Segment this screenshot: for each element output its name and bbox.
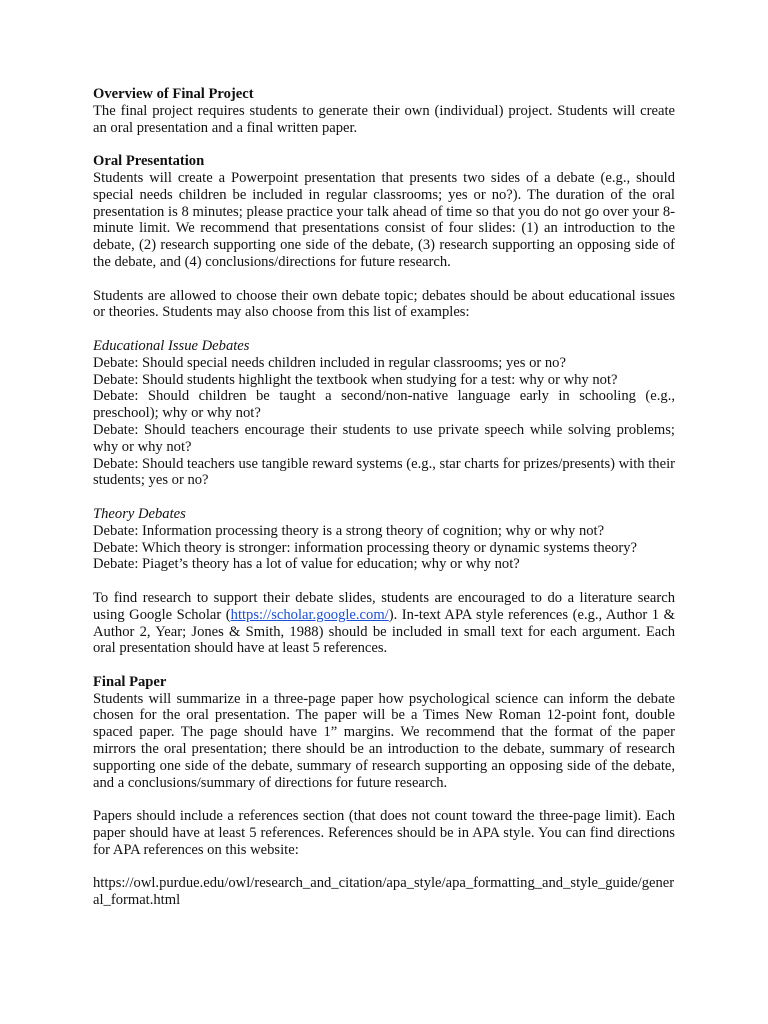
spacer — [93, 657, 675, 674]
spacer — [93, 321, 675, 338]
final-paper-paragraph: Students will summarize in a three-page paper how psychological science can inform the debate chosen for the oral presentation. The paper will be a Times New Roman 12-point font, double spaced paper. The page should have 1” margins. We recommend that the format of the paper mirrors the oral presentation; there should be an introduction to the debate, summary of research supporting one side of the debate, summary of research supporting an opposing side of the debate, and a conclusions/summary of directions for future research. — [93, 690, 675, 791]
apa-guide-url: https://owl.purdue.edu/owl/research_and_citation/apa_style/apa_formatting_and_style_guide/general_format.html — [93, 875, 675, 909]
educational-debate-item: Debate: Should students highlight the textbook when studying for a test: why or why not? — [93, 371, 618, 388]
spacer — [93, 136, 675, 153]
overview-paragraph: The final project requires students to generate their own (individual) project. Students will create an oral presentation and a final written paper. — [93, 102, 675, 136]
educational-debate-item: Debate: Should children be taught a second/non-native language early in schooling (e.g., preschool); why or why not? — [93, 388, 675, 422]
google-scholar-link[interactable]: https://scholar.google.com/ — [230, 606, 389, 623]
theory-debates-heading: Theory Debates — [93, 505, 186, 522]
educational-debate-item: Debate: Should teachers encourage their students to use private speech while solving problems; why or why not? — [93, 421, 675, 455]
spacer — [93, 573, 675, 590]
theory-debate-item: Debate: Which theory is stronger: information processing theory or dynamic systems theory? — [93, 539, 638, 556]
spacer — [93, 271, 675, 288]
oral-presentation-paragraph: Students will create a Powerpoint presentation that presents two sides of a debate (e.g., should special needs children be included in regular classrooms; yes or no?). The duration of the oral presentation is 8 minutes; please practice your talk ahead of time so that you do not go over your 8-minute limit. We recommend that presentations consist of four slides: (1) an introduction to the debate, (2) research supporting one side of the debate, (3) research supporting an opposing side of the debate, and (4) conclusions/directions for future research. — [93, 169, 675, 270]
spacer — [93, 489, 675, 506]
oral-presentation-heading: Oral Presentation — [93, 153, 205, 170]
overview-heading: Overview of Final Project — [93, 86, 254, 102]
research-paragraph — [93, 590, 675, 657]
theory-debate-item: Debate: Information processing theory is a strong theory of cognition; why or why not? — [93, 522, 605, 539]
educational-debates-heading: Educational Issue Debates — [93, 337, 250, 354]
topic-paragraph: Students are allowed to choose their own debate topic; debates should be about educational issues or theories. Students may also choose from this list of examples: — [93, 287, 675, 321]
theory-debate-item: Debate: Piaget’s theory has a lot of value for education; why or why not? — [93, 556, 520, 573]
spacer — [93, 859, 675, 876]
spacer — [93, 791, 675, 808]
educational-debate-item: Debate: Should special needs children included in regular classrooms; yes or no? — [93, 354, 566, 371]
document-page — [93, 86, 675, 909]
references-paragraph: Papers should include a references section (that does not count toward the three-page limit). Each paper should have at least 5 references. References should be in APA style. You can find directions for APA references on this website: — [93, 808, 675, 858]
final-paper-heading: Final Paper — [93, 673, 167, 690]
research-text-after: ). In-text APA style references (e.g., Author 1 & Author 2, Year; Jones & Smith, 1988) should be included in small text for each argument. Each oral presentation should have at least 5 references. — [93, 606, 675, 657]
research-text-before: To find research to support their debate slides, students are encouraged to do a literature search using Google Scholar ( — [93, 589, 675, 623]
educational-debate-item: Debate: Should teachers use tangible reward systems (e.g., star charts for prizes/presents) with their students; yes or no? — [93, 455, 675, 489]
